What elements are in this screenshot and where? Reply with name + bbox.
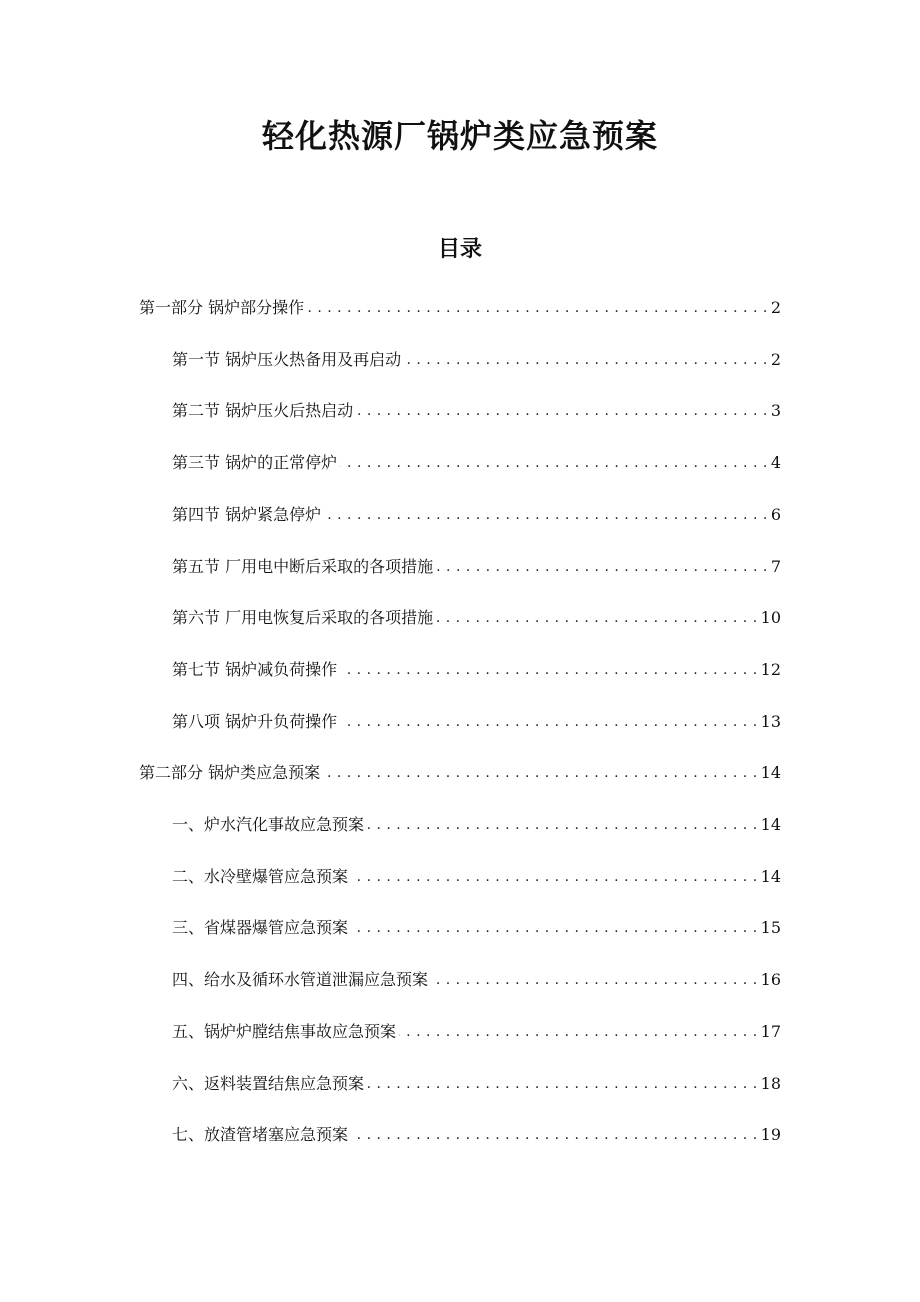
toc-entry-page-number: 2 (770, 298, 781, 317)
document-title: 轻化热源厂锅炉类应急预案 (261, 117, 658, 155)
toc-entry[interactable] (172, 1012, 781, 1052)
toc-dot-leader (351, 857, 758, 897)
toc-entry-label: 第六节 厂用电恢复后采取的各项措施 (172, 608, 434, 628)
toc-entry-page-number: 16 (760, 970, 781, 990)
toc-entry-label: 第八项 锅炉升负荷操作 (172, 711, 338, 731)
toc-dot-leader (324, 495, 768, 535)
toc-entry-page-number: 14 (760, 763, 781, 783)
toc-dot-leader (340, 443, 768, 483)
toc-dot-leader (351, 1115, 758, 1155)
toc-entry[interactable] (172, 960, 781, 1000)
toc-entry-label: 第三节 锅炉的正常停炉 (172, 453, 338, 473)
toc-entry-page-number: 2 (770, 349, 781, 369)
toc-dot-leader (436, 598, 758, 638)
toc-dot-leader (404, 340, 768, 380)
toc-entry-label: 二、水冷壁爆管应急预案 (172, 866, 349, 886)
toc-entry[interactable] (172, 340, 781, 380)
toc-entry-label: 第五节 厂用电中断后采取的各项措施 (172, 556, 434, 576)
toc-entry-label: 五、锅炉炉膛结焦事故应急预案 (172, 1021, 397, 1041)
toc-entry-page-number: 12 (760, 659, 781, 679)
toc-entry-label: 六、返料装置结焦应急预案 (172, 1073, 365, 1093)
toc-entry-page-number: 14 (760, 866, 781, 886)
toc-entry-page-number: 4 (770, 453, 781, 473)
toc-entry-page-number: 3 (770, 401, 781, 421)
toc-entry-page-number: 7 (770, 556, 781, 576)
toc-dot-leader (340, 650, 758, 690)
toc-dot-leader (323, 753, 758, 793)
toc-dot-leader (367, 1064, 758, 1104)
toc-entry-label: 三、省煤器爆管应急预案 (172, 918, 349, 938)
toc-entry-page-number: 18 (760, 1073, 781, 1093)
toc-entry[interactable] (172, 650, 781, 690)
toc-dot-leader (340, 702, 758, 742)
toc-dot-leader (367, 805, 758, 845)
toc-entry[interactable] (172, 443, 781, 483)
toc-entry-label: 一、炉水汽化事故应急预案 (172, 815, 365, 834)
toc-entry[interactable] (172, 547, 781, 587)
toc-entry[interactable] (172, 702, 781, 742)
toc-entry[interactable] (172, 598, 781, 638)
toc-entry-label: 第一部分 锅炉部分操作 (139, 298, 305, 317)
toc-entry-page-number: 15 (760, 918, 781, 938)
toc-entry-page-number: 10 (760, 608, 781, 628)
toc-heading: 目录 (437, 237, 482, 262)
toc-entry-page-number: 19 (760, 1125, 781, 1145)
toc-entry[interactable] (172, 857, 781, 897)
toc-entry-label: 第一节 锅炉压火热备用及再启动 (172, 349, 402, 369)
toc-entry[interactable] (139, 288, 781, 328)
toc-entry[interactable] (172, 908, 781, 948)
toc-entry-label: 第二部分 锅炉类应急预案 (139, 763, 321, 783)
toc-entry[interactable] (172, 1064, 781, 1104)
toc-entry-label: 四、给水及循环水管道泄漏应急预案 (172, 970, 429, 990)
toc-dot-leader (399, 1012, 758, 1052)
toc-entry-page-number: 14 (760, 815, 781, 834)
toc-entry[interactable] (172, 805, 781, 845)
toc-dot-leader (351, 908, 758, 948)
toc-entry-label: 七、放渣管堵塞应急预案 (172, 1125, 349, 1145)
toc-entry-label: 第二节 锅炉压火后热启动 (172, 401, 354, 421)
toc-entry-label: 第七节 锅炉减负荷操作 (172, 659, 338, 679)
toc-dot-leader (307, 288, 768, 328)
toc-entry-page-number: 6 (770, 504, 781, 524)
toc-entry-page-number: 13 (760, 711, 781, 731)
toc-entry-page-number: 17 (760, 1021, 781, 1041)
toc-dot-leader (431, 960, 758, 1000)
toc-dot-leader (436, 547, 768, 587)
toc-entry[interactable] (172, 1115, 781, 1155)
toc-entry[interactable] (172, 495, 781, 535)
toc-dot-leader (356, 391, 768, 431)
toc-entry-label: 第四节 锅炉紧急停炉 (172, 504, 322, 524)
toc-entry[interactable] (172, 391, 781, 431)
toc-entry[interactable] (139, 753, 781, 793)
